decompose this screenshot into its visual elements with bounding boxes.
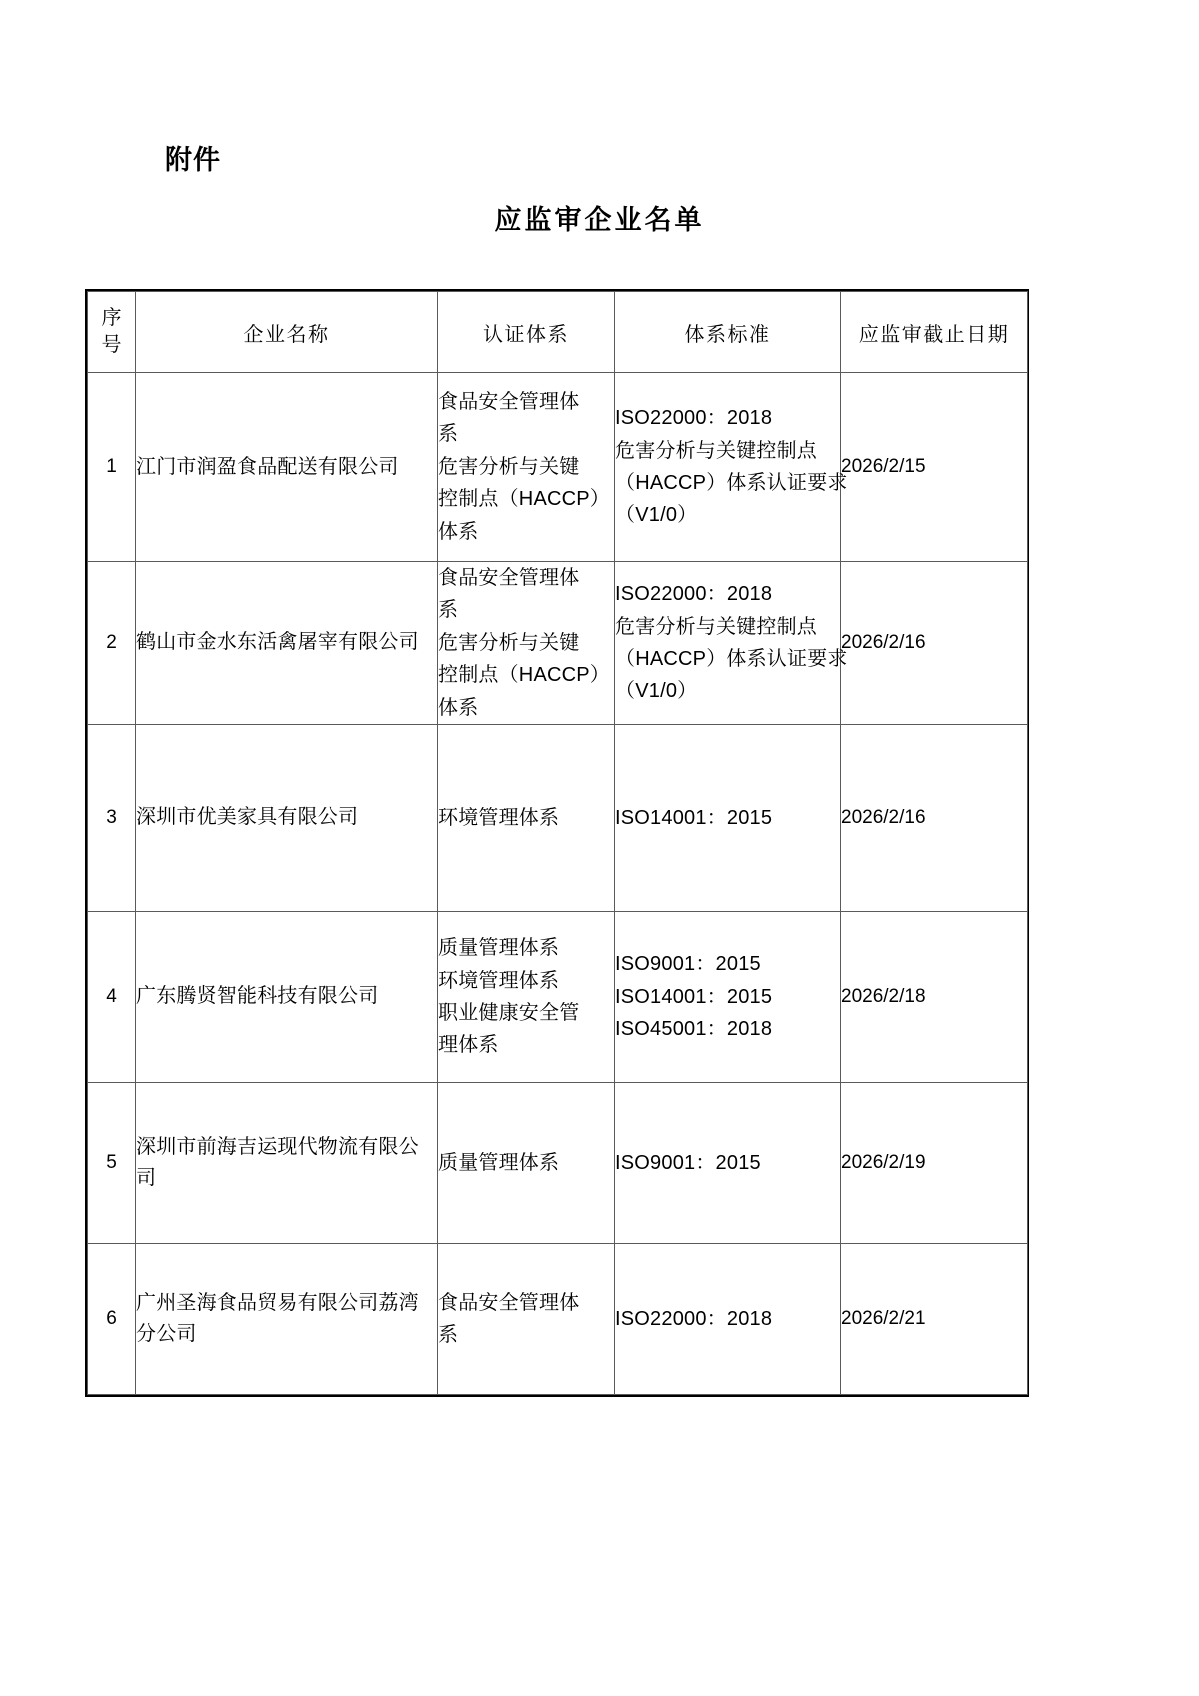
row-number: 1 — [88, 373, 136, 562]
certification-system-line: 系 — [438, 423, 459, 446]
certification-system-line: 危害分析与关键 — [438, 455, 580, 478]
certification-system — [438, 1243, 615, 1394]
company-name: 深圳市前海吉运现代物流有限公司 — [136, 1082, 438, 1243]
deadline-date: 2026/2/21 — [841, 1243, 1028, 1394]
system-standard — [615, 911, 841, 1082]
company-name: 鹤山市金水东活禽屠宰有限公司 — [136, 562, 438, 725]
table-body — [88, 373, 1028, 1395]
certification-system-lines — [438, 1287, 614, 1352]
system-standard-line: ISO22000：2018 — [615, 1307, 773, 1330]
row-number: 3 — [88, 724, 136, 911]
system-standard-lines — [615, 802, 840, 834]
certification-system-line: 危害分析与关键 — [438, 631, 580, 654]
certification-system-line: 理体系 — [438, 1034, 499, 1057]
certification-system — [438, 911, 615, 1082]
certification-system — [438, 724, 615, 911]
certification-system-lines — [438, 802, 614, 834]
certification-system-lines — [438, 1147, 614, 1179]
row-number: 5 — [88, 1082, 136, 1243]
certification-system-lines — [438, 386, 614, 548]
system-standard-line: （V1/0） — [615, 504, 698, 527]
company-name: 深圳市优美家具有限公司 — [136, 724, 438, 911]
deadline-date: 2026/2/19 — [841, 1082, 1028, 1243]
table-row — [88, 1082, 1028, 1243]
system-standard-lines — [615, 1147, 840, 1179]
certification-system — [438, 1082, 615, 1243]
column-header-company-name: 企业名称 — [136, 292, 438, 373]
system-standard-lines — [615, 948, 840, 1045]
system-standard-line: ISO45001：2018 — [615, 1018, 773, 1041]
system-standard-line: ISO22000：2018 — [615, 407, 773, 430]
certification-system-line: 环境管理体系 — [438, 969, 560, 992]
table-header-row — [88, 292, 1028, 373]
certification-system-line: 食品安全管理体 — [438, 391, 580, 414]
system-standard-line: （HACCP）体系认证要求 — [615, 472, 848, 494]
system-standard-line: （HACCP）体系认证要求 — [615, 647, 848, 670]
certification-system-line: 系 — [438, 1323, 459, 1346]
certification-system-line: 体系 — [438, 696, 479, 719]
system-standard — [615, 562, 848, 725]
certification-system-lines — [438, 562, 614, 724]
table-row — [88, 724, 1028, 911]
deadline-date: 2026/2/18 — [841, 911, 1028, 1082]
system-standard-lines — [615, 1303, 840, 1335]
row-number: 4 — [88, 911, 136, 1082]
certification-system-line: 职业健康安全管 — [438, 1001, 580, 1024]
company-list-table-wrapper — [85, 289, 1029, 1397]
page-title: 应监审企业名单 — [494, 205, 705, 235]
table-row — [88, 1243, 1028, 1394]
table-row — [88, 562, 1028, 725]
system-standard — [615, 1243, 841, 1394]
certification-system — [438, 373, 615, 562]
row-number: 2 — [88, 562, 136, 725]
row-number: 6 — [88, 1243, 136, 1394]
certification-system — [438, 562, 615, 725]
system-standard-line: ISO22000：2018 — [615, 583, 773, 606]
system-standard — [615, 724, 841, 911]
system-standard-line: 危害分析与关键控制点 — [615, 615, 817, 638]
system-standard-line: ISO14001：2015 — [615, 985, 773, 1008]
certification-system-line: 控制点（HACCP） — [438, 664, 611, 687]
column-header-no-line2: 号 — [101, 334, 122, 356]
company-list-table — [87, 291, 1028, 1395]
system-standard — [615, 1082, 841, 1243]
system-standard — [615, 373, 848, 562]
attachment-label: 附件 — [165, 145, 221, 175]
table-row — [88, 373, 1028, 562]
deadline-date: 2026/2/15 — [841, 373, 1028, 562]
system-standard-line: （V1/0） — [615, 680, 698, 703]
system-standard-lines — [615, 402, 848, 532]
column-header-no-line1: 序 — [101, 307, 122, 329]
system-standard-line: ISO14001：2015 — [615, 806, 773, 829]
certification-system-line: 食品安全管理体 — [438, 567, 580, 589]
company-name: 江门市润盈食品配送有限公司 — [136, 373, 438, 562]
column-header-no — [88, 292, 136, 373]
certification-system-lines — [438, 932, 614, 1062]
system-standard-lines — [615, 578, 848, 708]
column-header-system-standard: 体系标准 — [615, 292, 841, 373]
company-name: 广州圣海食品贸易有限公司荔湾分公司 — [136, 1243, 438, 1394]
company-name: 广东腾贤智能科技有限公司 — [136, 911, 438, 1082]
certification-system-line: 质量管理体系 — [438, 1151, 560, 1174]
certification-system-line: 食品安全管理体 — [438, 1291, 580, 1314]
certification-system-line: 质量管理体系 — [438, 937, 560, 960]
certification-system-line: 控制点（HACCP） — [438, 488, 611, 511]
deadline-date: 2026/2/16 — [841, 562, 1028, 725]
deadline-date: 2026/2/16 — [841, 724, 1028, 911]
system-standard-line: ISO9001：2015 — [615, 1151, 761, 1174]
system-standard-line: 危害分析与关键控制点 — [615, 439, 817, 462]
column-header-certification-system: 认证体系 — [438, 292, 615, 373]
column-header-deadline: 应监审截止日期 — [841, 292, 1028, 373]
system-standard-line: ISO9001：2015 — [615, 953, 761, 976]
table-header — [88, 292, 1028, 373]
certification-system-line: 体系 — [438, 520, 479, 543]
certification-system-line: 系 — [438, 599, 459, 622]
table-row — [88, 911, 1028, 1082]
certification-system-line: 环境管理体系 — [438, 806, 560, 829]
